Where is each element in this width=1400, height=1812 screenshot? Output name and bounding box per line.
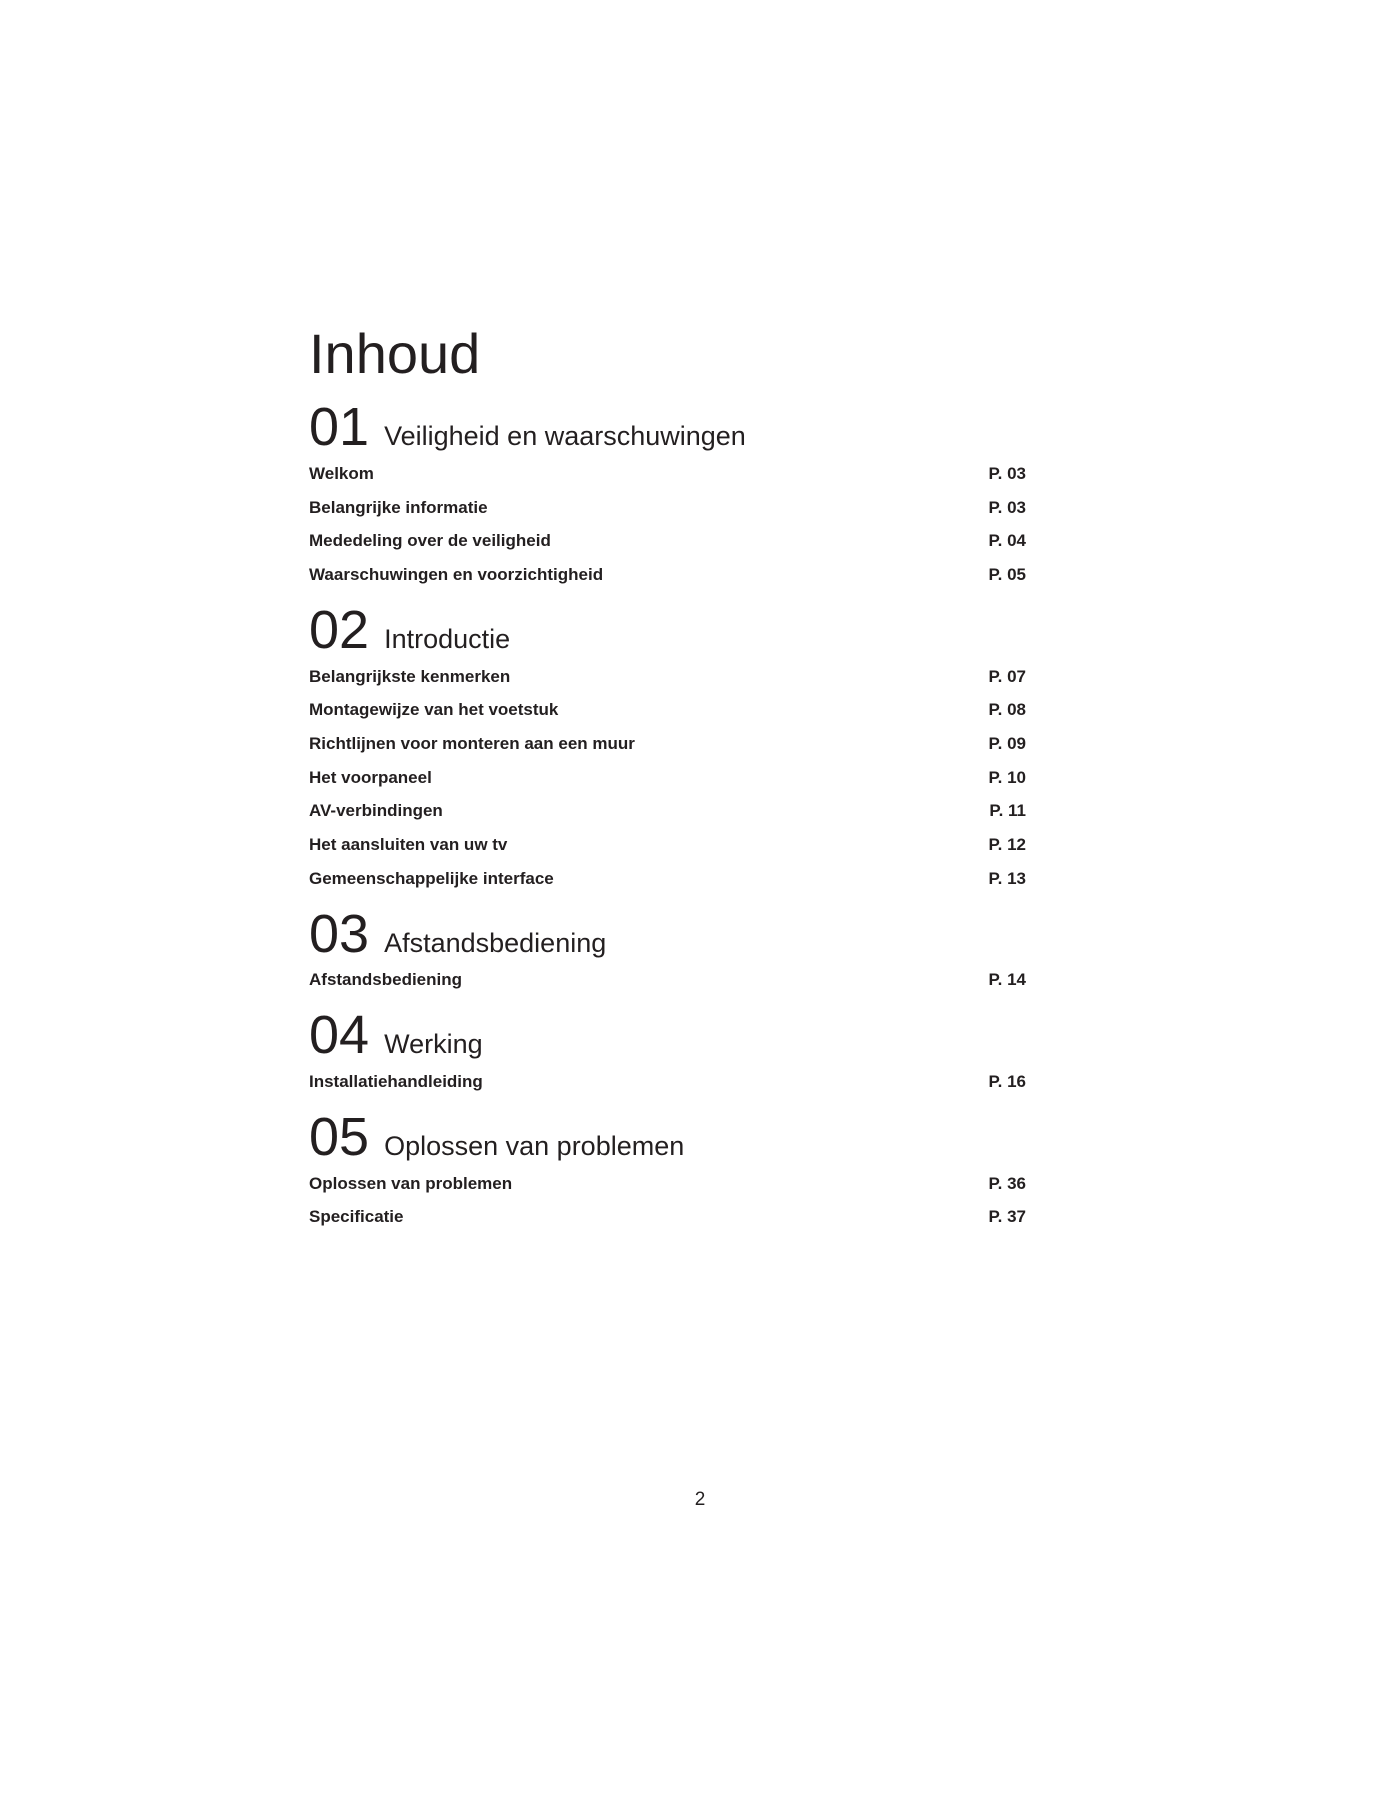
- toc-entry-page: P. 36: [988, 1173, 1026, 1193]
- toc-entry-page: P. 11: [989, 801, 1026, 821]
- toc-section-05: [309, 1106, 1026, 1245]
- toc-entry-list: [309, 961, 1026, 1009]
- toc-entry-label: Mededeling over de veiligheid: [309, 531, 551, 551]
- toc-entry-label: Waarschuwingen en voorzichtigheid: [309, 564, 604, 584]
- section-heading: [309, 903, 1026, 964]
- toc-entry[interactable]: [309, 828, 1026, 862]
- toc-entry[interactable]: [309, 558, 1026, 592]
- toc-entry-label: Het aansluiten van uw tv: [309, 835, 508, 855]
- toc-entry-page: P. 04: [988, 531, 1026, 551]
- toc-entry[interactable]: [309, 761, 1026, 795]
- toc-entry[interactable]: [309, 964, 1026, 998]
- section-title: Afstandsbediening: [384, 927, 607, 958]
- toc-entry-page: P. 14: [988, 970, 1026, 990]
- toc-entry[interactable]: [309, 862, 1026, 896]
- toc-entry-label: Welkom: [309, 463, 374, 483]
- toc-entry-label: AV-verbindingen: [309, 801, 443, 821]
- toc-entry-page: P. 03: [988, 463, 1026, 483]
- toc-entry-page: P. 09: [988, 733, 1026, 753]
- table-of-contents: [309, 397, 1026, 1245]
- section-title: Oplossen van problemen: [384, 1130, 685, 1161]
- toc-entry-list: [309, 1062, 1026, 1110]
- section-number: 03: [309, 903, 370, 964]
- toc-entry-page: P. 16: [988, 1072, 1026, 1092]
- toc-entry-page: P. 37: [988, 1207, 1026, 1227]
- toc-entry[interactable]: [309, 795, 1026, 829]
- toc-entry[interactable]: [309, 1201, 1026, 1235]
- section-number: 02: [309, 599, 370, 660]
- toc-entry-list: [309, 1164, 1026, 1245]
- section-number: 01: [309, 397, 370, 457]
- toc-entry-label: Afstandsbediening: [309, 970, 463, 990]
- section-title: Werking: [384, 1029, 483, 1060]
- toc-section-04: [309, 1005, 1026, 1110]
- toc-entry[interactable]: [309, 491, 1026, 525]
- toc-entry-page: P. 10: [988, 767, 1026, 787]
- section-heading: [309, 1106, 1026, 1167]
- section-number: 04: [309, 1005, 370, 1066]
- toc-entry-label: Installatiehandleiding: [309, 1072, 483, 1092]
- toc-entry-list: [309, 454, 1026, 603]
- toc-entry-page: P. 12: [988, 835, 1026, 855]
- toc-entry-label: Specificatie: [309, 1207, 404, 1227]
- toc-entry-label: Gemeenschappelijke interface: [309, 868, 554, 888]
- toc-entry-page: P. 03: [988, 497, 1026, 517]
- section-title: Veiligheid en waarschuwingen: [384, 421, 746, 451]
- toc-entry-label: Belangrijke informatie: [309, 497, 488, 517]
- toc-entry-page: P. 07: [988, 666, 1026, 686]
- toc-entry[interactable]: [309, 524, 1026, 558]
- toc-entry-label: Oplossen van problemen: [309, 1173, 513, 1193]
- section-heading: [309, 397, 1026, 457]
- page-title: Inhoud: [309, 322, 481, 385]
- toc-entry[interactable]: [309, 457, 1026, 491]
- toc-entry-label: Montagewijze van het voetstuk: [309, 700, 559, 720]
- section-number: 05: [309, 1106, 370, 1167]
- toc-entry-label: Belangrijkste kenmerken: [309, 666, 511, 686]
- toc-entry-list: [309, 657, 1026, 907]
- toc-entry[interactable]: [309, 1167, 1026, 1201]
- toc-entry-label: Het voorpaneel: [309, 767, 432, 787]
- toc-entry-page: P. 05: [988, 564, 1026, 584]
- section-heading: [309, 599, 1026, 660]
- page-number: 2: [694, 1489, 706, 1510]
- toc-entry[interactable]: [309, 1065, 1026, 1099]
- toc-section-02: [309, 599, 1026, 907]
- toc-entry-page: P. 08: [988, 700, 1026, 720]
- section-title: Introductie: [384, 623, 511, 654]
- toc-section-03: [309, 903, 1026, 1009]
- toc-section-01: [309, 397, 1026, 603]
- section-heading: [309, 1005, 1026, 1066]
- toc-entry[interactable]: [309, 693, 1026, 727]
- toc-entry-page: P. 13: [988, 868, 1026, 888]
- toc-entry-label: Richtlijnen voor monteren aan een muur: [309, 733, 635, 753]
- toc-entry[interactable]: [309, 660, 1026, 694]
- toc-entry[interactable]: [309, 727, 1026, 761]
